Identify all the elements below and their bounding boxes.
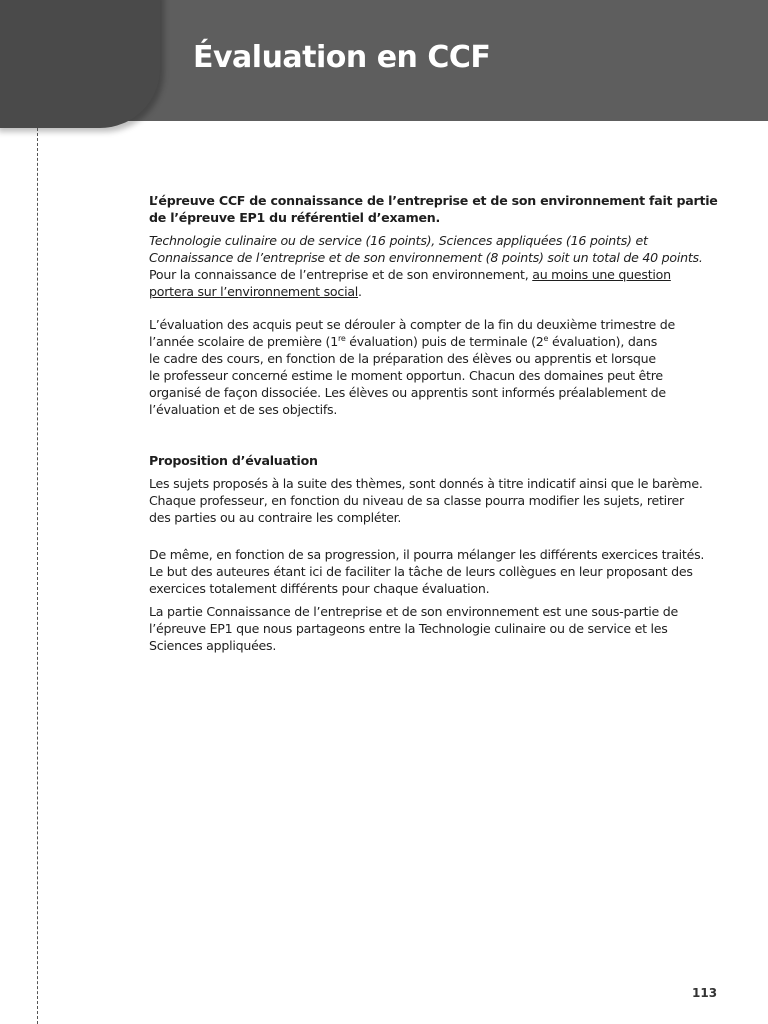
proposition-heading: Proposition d’évaluation [149,453,318,468]
intro-bold-paragraph: L’épreuve CCF de connaissance de l’entreprise et de son environnement fait partie de l’épreuve EP1 du référentiel d’examen. [149,193,718,225]
points-italic-text: Technologie culinaire ou de service (16 points), Sciences appliquées (16 points) et Connaissance de l’entreprise et de son environnement (8 points) soit un total de 40 points. [149,233,703,265]
dotted-margin-line [37,128,38,1024]
proposition-paragraph-2: De même, en fonction de sa progression, il pourra mélanger les différents exercices traités. Le but des auteures étant ici de faciliter la tâche de leurs collègues en leur proposant des exercices totalement différents pour chaque évaluation. [149,547,705,596]
proposition-paragraph-1: Les sujets proposés à la suite des thèmes, sont donnés à titre indicatif ainsi que le barème. Chaque professeur, en fonction du niveau de sa classe pourra modifier les sujets, retirer des parties ou au contraire les compléter. [149,476,703,525]
page-number: 113 [692,986,718,1000]
page-title: Évaluation en CCF [193,40,491,75]
social-environment-text: Pour la connaissance de l’entreprise et de son environnement, [149,267,529,282]
header-tab [0,0,160,128]
main-content [149,192,721,654]
social-environment-underline-2: portera sur l’environnement social [149,284,359,299]
evaluation-paragraph: L’évaluation des acquis peut se dérouler à compter de la fin du deuxième trimestre de l’année scolaire de première (1re évaluation) puis de terminale (2e évaluation), dans le cadre des cours, en fonction de la préparation des élèves ou apprentis et lorsque le professeur concerné estime le moment opportun. Chacun des domaines peut être organisé de façon dissociée. Les élèves ou apprentis sont informés préalablement de l’évaluation et de ses objectifs. [149,317,676,417]
proposition-paragraph-3: La partie Connaissance de l’entreprise et de son environnement est une sous-partie de l’épreuve EP1 que nous partageons entre la Technologie culinaire ou de service et les Sciences appliquées. [149,604,679,653]
social-environment-underline: au moins une question [532,267,671,282]
intro-points-paragraph: Technologie culinaire ou de service (16 points), Sciences appliquées (16 points) et Connaissance de l’entreprise et de son environnement (8 points) soit un total de 40 points. Pour la connaissance de l’entreprise et de son environnement, au moins une question portera sur l’environnement social. [149,233,703,299]
